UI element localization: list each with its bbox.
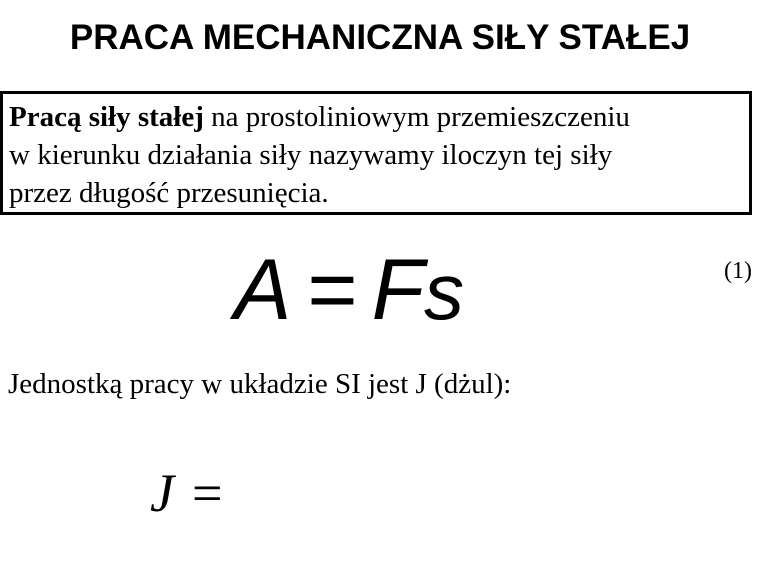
equation-number: (1)	[724, 258, 752, 284]
definition-line-3: przez długość przesunięcia.	[9, 177, 329, 209]
definition-box	[0, 91, 752, 215]
definition-line-1	[9, 98, 743, 136]
unit-sentence: Jednostką pracy w układzie SI jest J (dżul):	[8, 368, 512, 400]
formula-symbol-a: A	[234, 242, 292, 338]
slide-title: PRACA MECHANICZNA SIŁY STAŁEJ	[69, 18, 691, 57]
unit-symbol-j: J	[150, 463, 174, 523]
unit-formula	[150, 458, 222, 528]
unit-equals: =	[191, 463, 223, 523]
formula-symbol-f: F	[371, 242, 425, 338]
work-formula	[234, 240, 464, 342]
definition-line-1-text: na prostoliniowym przemieszczeniu	[203, 101, 630, 133]
formula-symbol-s: s	[424, 247, 465, 336]
formula-equals: =	[307, 242, 358, 338]
definition-line-2: w kierunku działania siły nazywamy iloczyn tej siły	[9, 139, 613, 171]
definition-term: Pracą siły stałej	[9, 101, 204, 133]
